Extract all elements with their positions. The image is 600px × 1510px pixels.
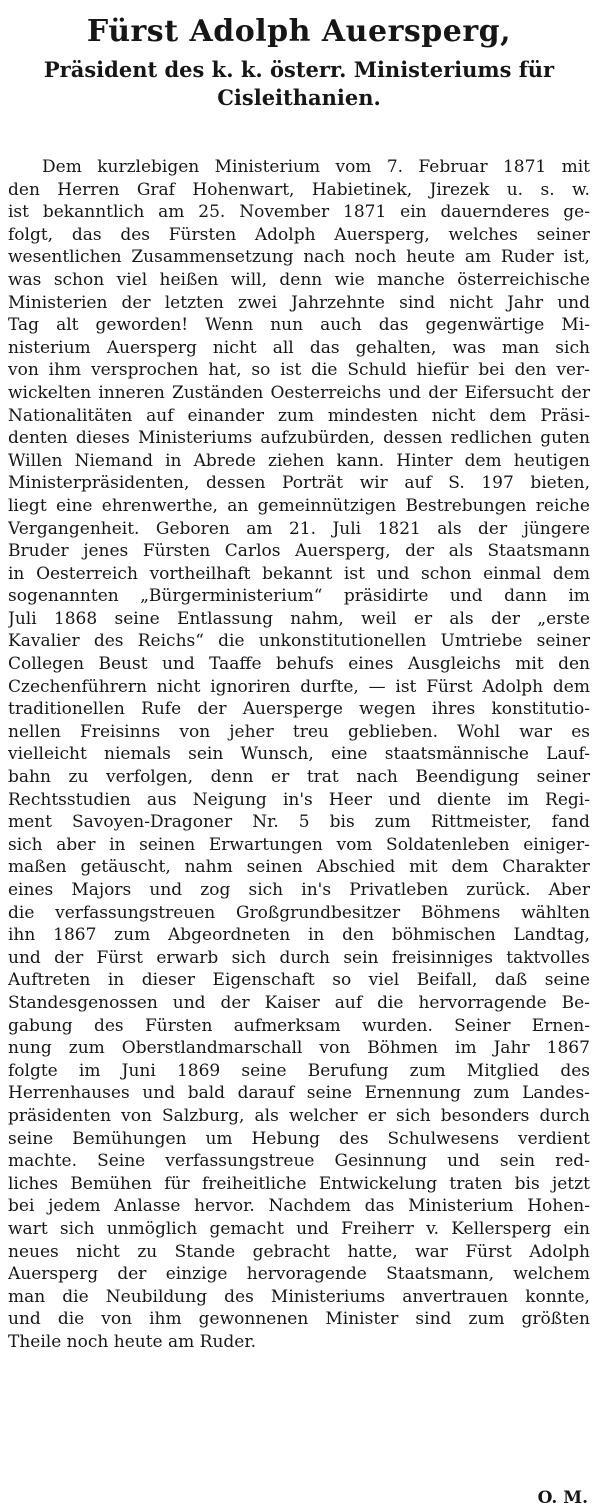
body-line: machte. Seine verfassungstreue Gesinnung und sein red- — [8, 1151, 590, 1172]
article-subtitle — [8, 56, 590, 112]
body-line: Tag alt geworden! Wenn nun auch das gegenwärtige Mi- — [8, 315, 590, 336]
body-line: und der Fürst erwarb sich durch sein freisinniges taktvolles — [8, 947, 590, 968]
article-subtitle-line-2: Cisleithanien. — [217, 85, 381, 110]
body-line: maßen getäuscht, nahm seinen Abschied mit dem Charakter — [8, 857, 590, 878]
body-line: liegt eine ehrenwerthe, an gemeinnützigen Bestrebungen reiche — [8, 495, 590, 516]
body-line: Dem kurzlebigen Ministerium vom 7. Februar 1871 mit — [42, 157, 590, 177]
body-line: seine Bemühungen um Hebung des Schulwesens verdient — [8, 1128, 590, 1149]
body-line: Juli 1868 seine Entlassung nahm, weil er als der „erste — [8, 608, 590, 629]
article-title: Fürst Adolph Auersperg, — [86, 14, 512, 49]
body-line: folgt, das des Fürsten Adolph Auersperg, welches seiner — [8, 224, 590, 245]
body-line: die verfassungstreuen Großgrundbesitzer Böhmens wählten — [8, 902, 590, 923]
article-body — [8, 156, 590, 1353]
body-line: was schon viel heißen will, denn wie manche österreichische — [8, 269, 590, 290]
body-line: Standesgenossen und der Kaiser auf die hervorragende Be- — [8, 992, 590, 1013]
body-line: nung zum Oberstlandmarschall von Böhmen im Jahr 1867 — [8, 1038, 590, 1059]
body-line: wart sich unmöglich gemacht und Freiherr v. Kellersperg ein — [8, 1218, 590, 1239]
body-line: den Herren Graf Hohenwart, Habietinek, Jirezek u. s. w. — [8, 179, 590, 200]
body-line: traditionellen Rufe der Auersperge wegen ihres konstitutio- — [8, 699, 590, 720]
body-line: bei jedem Anlasse hervor. Nachdem das Ministerium Hohen- — [8, 1196, 590, 1217]
body-line: bahn zu verfolgen, denn er trat nach Beendigung seiner — [8, 767, 590, 788]
body-line: Kavalier des Reichs“ die unkonstitutionellen Umtriebe seiner — [8, 631, 590, 652]
body-line: folgte im Juni 1869 seine Berufung zum Mitglied des — [8, 1060, 590, 1081]
body-line: Ministerien der letzten zwei Jahrzehnte sind nicht Jahr und — [8, 292, 590, 313]
body-line: ihn 1867 zum Abgeordneten in den böhmischen Landtag, — [8, 925, 590, 946]
article-signature: O. M. — [537, 1488, 588, 1508]
body-line: Rechtsstudien aus Neigung in's Heer und diente im Regi- — [8, 789, 590, 810]
body-line: liches Bemühen für freiheitliche Entwickelung traten bis jetzt — [8, 1173, 590, 1194]
article-subtitle-line-1: Präsident des k. k. österr. Ministeriums für — [43, 57, 555, 82]
body-line: ist bekanntlich am 25. November 1871 ein dauernderes ge- — [8, 202, 590, 223]
body-line: neues nicht zu Stande gebracht hatte, war Fürst Adolph — [8, 1241, 590, 1262]
body-line: Auftreten in dieser Eigenschaft so viel Beifall, daß seine — [8, 970, 590, 991]
body-line: nisterium Auersperg nicht all das gehalten, was man sich — [8, 337, 590, 358]
body-line: man die Neubildung des Ministeriums anvertrauen konnte, — [8, 1286, 590, 1307]
body-line: ment Savoyen-Dragoner Nr. 5 bis zum Rittmeister, fand — [8, 812, 590, 833]
body-line: und die von ihm gewonnenen Minister sind zum größten — [8, 1309, 590, 1330]
body-line: sich aber in seinen Erwartungen vom Soldatenleben einiger- — [8, 834, 590, 855]
body-line: Vergangenheit. Geboren am 21. Juli 1821 als der jüngere — [8, 518, 590, 539]
body-line: wesentlichen Zusammensetzung nach noch heute am Ruder ist, — [8, 247, 590, 268]
body-line: Auersperg der einzige hervoragende Staatsmann, welchem — [8, 1264, 590, 1285]
body-line: Bruder jenes Fürsten Carlos Auersperg, der als Staatsmann — [8, 541, 590, 562]
body-line: gabung des Fürsten aufmerksam wurden. Seiner Ernen- — [8, 1015, 590, 1036]
body-line: Czechenführern nicht ignoriren durfte, — ist Fürst Adolph dem — [8, 676, 590, 697]
body-line: Herrenhauses und bald darauf seine Ernennung zum Landes- — [8, 1083, 590, 1104]
body-line: wickelten inneren Zuständen Oesterreichs und der Eifersucht der — [8, 382, 590, 403]
body-line: Nationalitäten auf einander zum mindesten nicht dem Präsi- — [8, 405, 590, 426]
body-line: sogenannten „Bürgerministerium“ präsidirte und dann im — [8, 586, 590, 607]
body-line: nellen Freisinns von jeher treu geblieben. Wohl war es — [8, 721, 590, 742]
body-line: Willen Niemand in Abrede ziehen kann. Hinter dem heutigen — [8, 450, 590, 471]
body-line: Collegen Beust und Taaffe behufs eines Ausgleichs mit den — [8, 654, 590, 675]
body-line: in Oesterreich vortheilhaft bekannt ist und schon einmal dem — [8, 563, 590, 584]
body-line: vielleicht niemals sein Wunsch, eine staatsmännische Lauf- — [8, 744, 590, 765]
body-line: eines Majors und zog sich in's Privatleben zurück. Aber — [8, 880, 590, 900]
body-line: präsidenten von Salzburg, als welcher er sich besonders durch — [8, 1105, 590, 1126]
body-line: Theile noch heute am Ruder. — [8, 1331, 257, 1352]
body-line: von ihm versprochen hat, so ist die Schuld hiefür bei den ver- — [8, 360, 590, 381]
body-line: Ministerpräsidenten, dessen Porträt wir auf S. 197 bieten, — [8, 473, 590, 494]
body-line: denten dieses Ministeriums aufzubürden, dessen redlichen guten — [8, 428, 590, 449]
